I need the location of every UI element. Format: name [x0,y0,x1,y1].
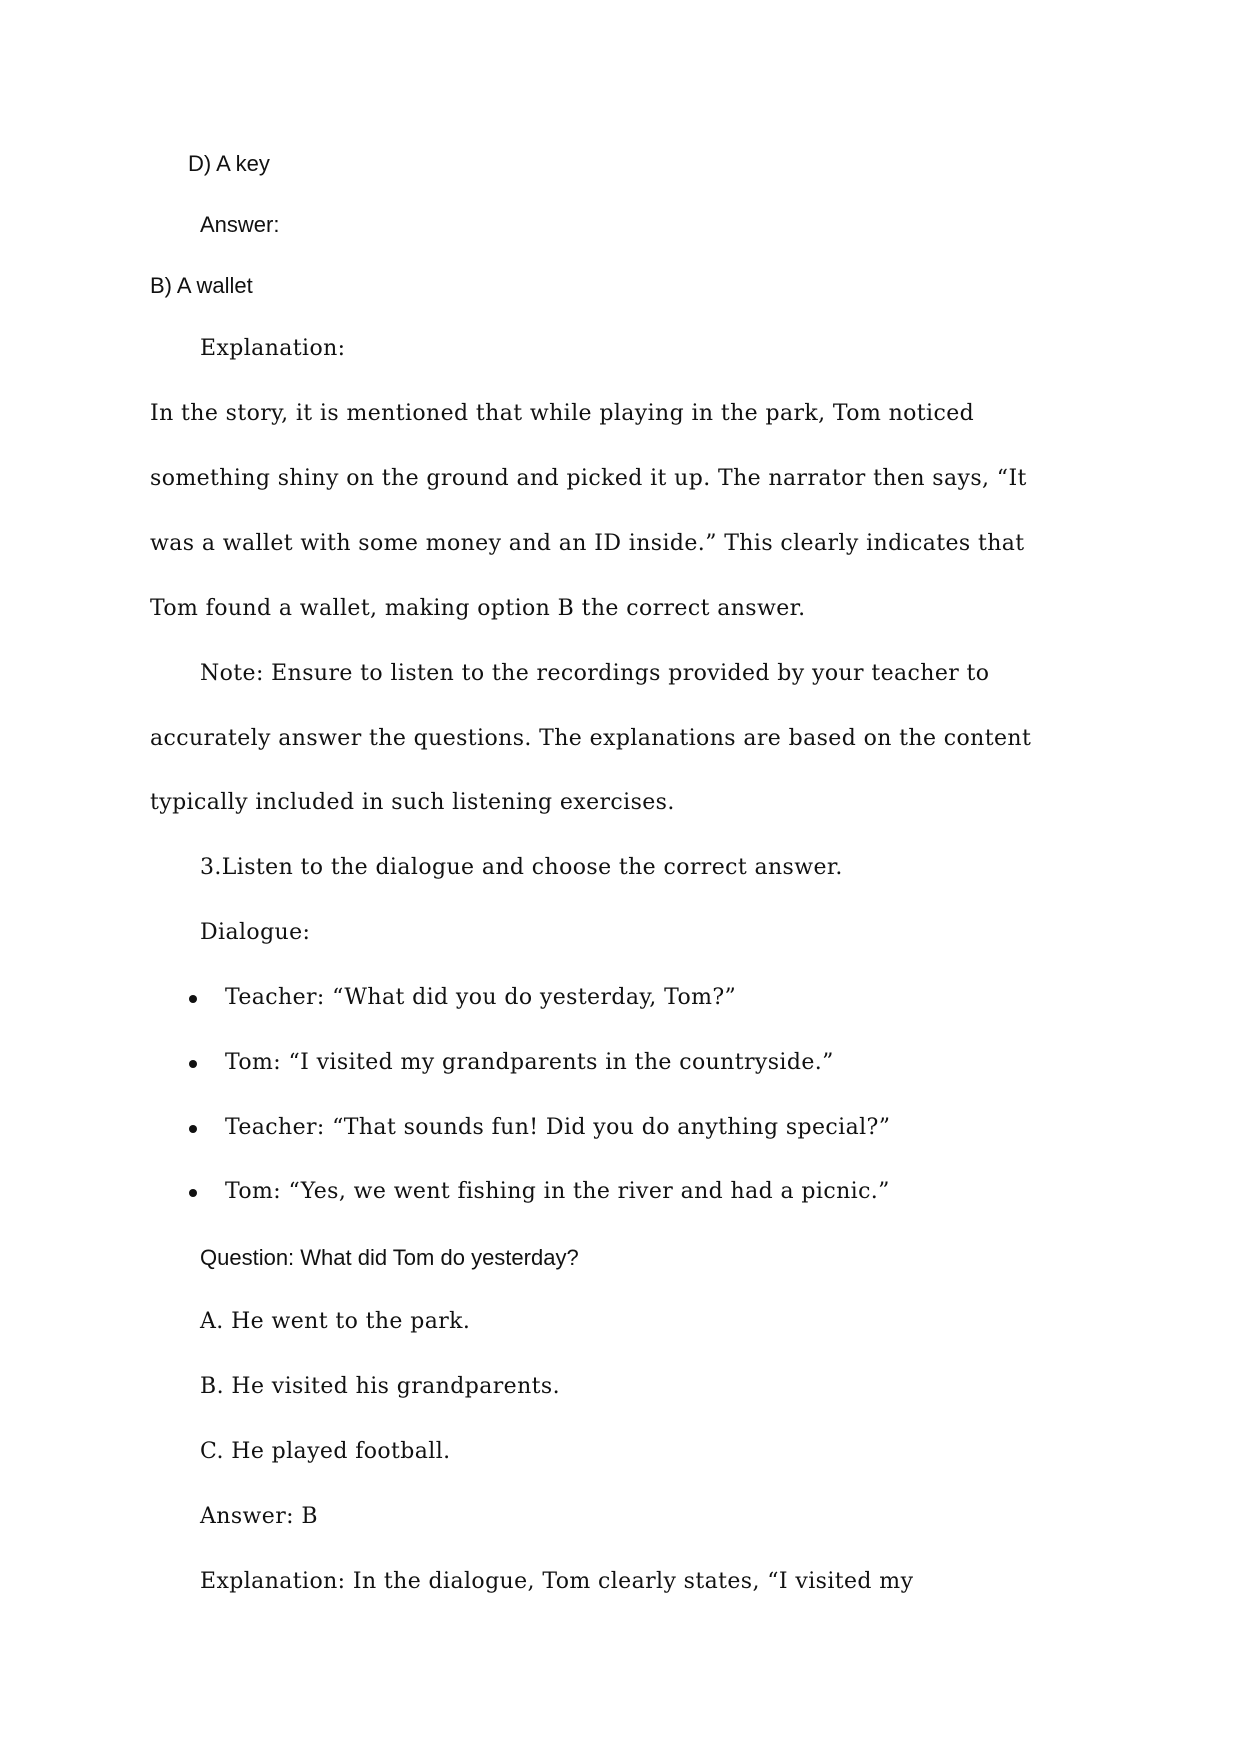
option-a: A. He went to the park. [200,1309,471,1334]
explanation-label: Explanation: [200,336,346,361]
explanation-line: was a wallet with some money and an ID inside.” This clearly indicates that [150,531,1025,556]
bullet-icon [189,1125,197,1133]
answer-value: B) A wallet [150,273,253,298]
answer-text: Answer: B [200,1504,318,1529]
bullet-icon [189,995,197,1003]
answer-label: Answer: [200,212,280,237]
option-c: C. He played football. [200,1439,451,1464]
dialogue-label: Dialogue: [200,920,311,945]
question-text: Question: What did Tom do yesterday? [200,1245,579,1270]
note-line: Note: Ensure to listen to the recordings provided by your teacher to [200,661,990,686]
bullet-icon [189,1060,197,1068]
dialogue-line: Teacher: “That sounds fun! Did you do anything special?” [225,1115,891,1140]
note-line: typically included in such listening exercises. [150,790,675,815]
dialogue-line: Teacher: “What did you do yesterday, Tom?” [225,985,737,1010]
explanation-line: Tom found a wallet, making option B the correct answer. [150,596,806,621]
explanation-line: In the story, it is mentioned that while playing in the park, Tom noticed [150,401,975,426]
option-d: D) A key [188,151,270,176]
dialogue-line: Tom: “I visited my grandparents in the countryside.” [225,1050,834,1075]
bullet-icon [189,1189,197,1197]
dialogue-line: Tom: “Yes, we went fishing in the river and had a picnic.” [225,1179,890,1204]
note-line: accurately answer the questions. The explanations are based on the content [150,726,1032,751]
explanation-text: Explanation: In the dialogue, Tom clearly states, “I visited my [200,1569,914,1594]
question-heading: 3.Listen to the dialogue and choose the correct answer. [200,855,843,880]
explanation-line: something shiny on the ground and picked it up. The narrator then says, “It [150,466,1027,491]
option-b: B. He visited his grandparents. [200,1374,560,1399]
